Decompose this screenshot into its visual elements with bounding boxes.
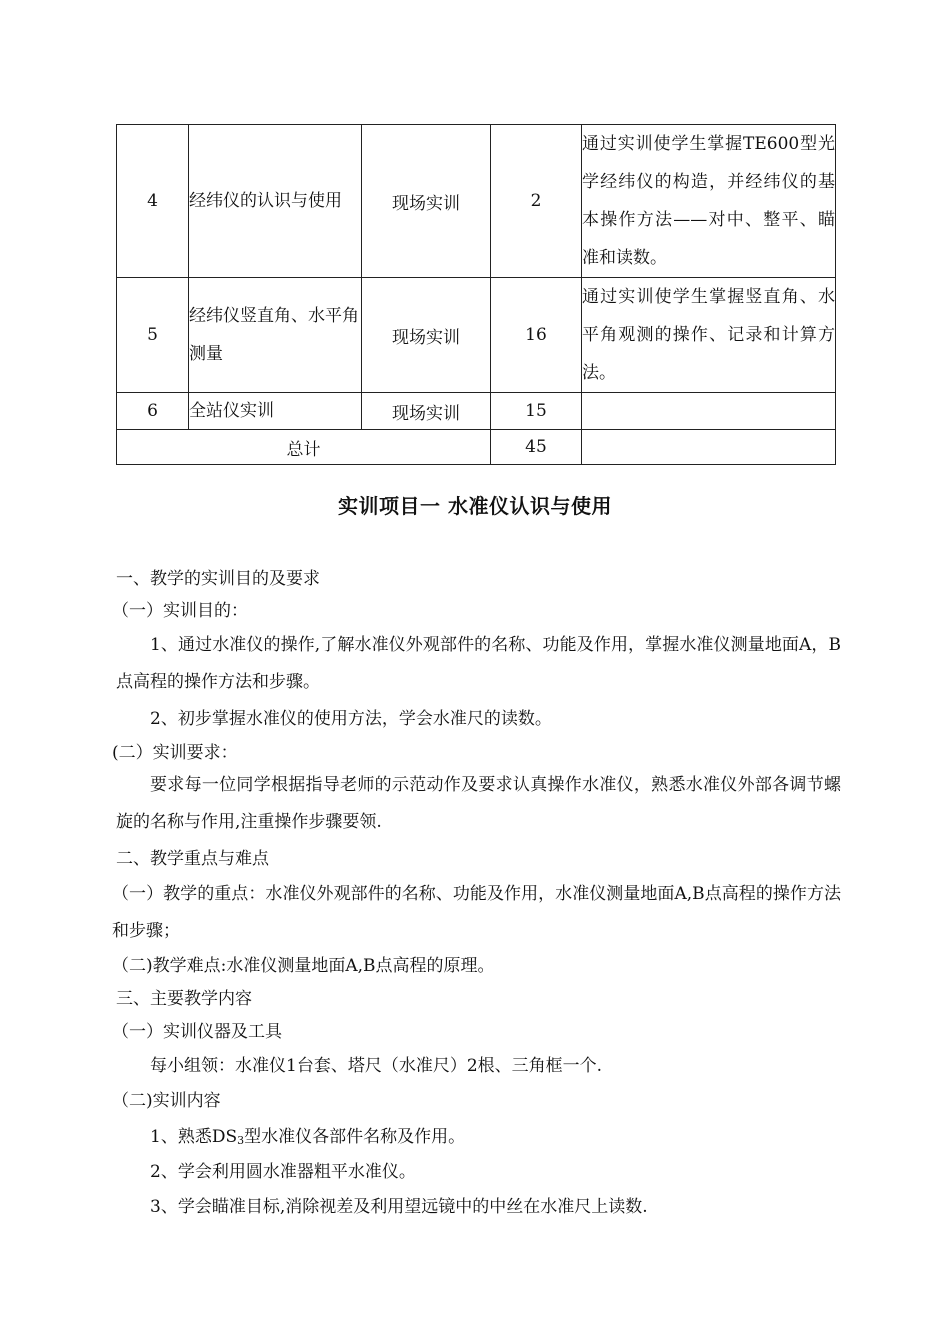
subheading-training-content: （二)实训内容 <box>112 1091 221 1111</box>
total-row <box>117 430 836 465</box>
requirements-paragraph: 要求每一位同学根据指导老师的示范动作及要求认真操作水准仪，熟悉水准仪外部各调节螺旋的名称与作用,注重操作步骤要领. <box>116 775 841 832</box>
section-heading-content: 三、主要教学内容 <box>116 989 252 1009</box>
training-goal: 通过实训使学生掌握TE600型光学经纬仪的构造，并经纬仪的基本操作方法——对中、整平、瞄准和读数。 <box>582 125 836 278</box>
project-title: 实训项目一 水准仪认识与使用 <box>338 494 612 518</box>
training-goal: 通过实训使学生掌握竖直角、水平角观测的操作、记录和计算方法。 <box>582 278 836 393</box>
table-row <box>117 125 836 278</box>
class-hours: 16 <box>491 278 582 393</box>
key-points-paragraph: （一）教学的重点：水准仪外观部件的名称、功能及作用，水准仪测量地面A,B点高程的操作方法和步骤； <box>112 884 841 941</box>
row-number: 4 <box>117 125 189 278</box>
class-hours: 2 <box>491 125 582 278</box>
purpose-item-1: 1、通过水准仪的操作,了解水准仪外观部件的名称、功能及作用，掌握水准仪测量地面A，B点高程的操作方法和步骤。 <box>116 635 841 692</box>
section-heading-objectives: 一、教学的实训目的及要求 <box>116 569 320 589</box>
total-label: 总计 <box>117 430 491 465</box>
item-name: 经纬仪的认识与使用 <box>189 125 362 278</box>
difficulty-paragraph: （二)教学难点:水准仪测量地面A,B点高程的原理。 <box>112 956 495 976</box>
content-item-1-text-end: 型水准仪各部件名称及作用。 <box>244 1127 466 1147</box>
item-name: 经纬仪竖直角、水平角测量 <box>189 278 362 393</box>
training-type: 现场实训 <box>362 125 491 278</box>
item-name: 全站仪实训 <box>189 393 362 430</box>
content-item-3: 3、学会瞄准目标,消除视差及利用望远镜中的中丝在水准尺上读数. <box>150 1197 648 1217</box>
total-hours: 45 <box>491 430 582 465</box>
content-item-1 <box>150 1126 465 1152</box>
row-number: 6 <box>117 393 189 430</box>
training-type: 现场实训 <box>362 278 491 393</box>
instruments-paragraph: 每小组领：水准仪1台套、塔尺（水准尺）2根、三角框一个. <box>150 1056 603 1076</box>
class-hours: 15 <box>491 393 582 430</box>
table-row <box>117 393 836 430</box>
training-type: 现场实训 <box>362 393 491 430</box>
subheading-training-requirements: (二）实训要求： <box>112 743 238 763</box>
section-heading-key-points: 二、教学重点与难点 <box>116 849 269 869</box>
content-item-1-text: 1、熟悉DS <box>150 1127 238 1147</box>
subheading-training-purpose: （一）实训目的： <box>112 601 248 621</box>
subheading-instruments: （一）实训仪器及工具 <box>112 1022 282 1042</box>
training-goal <box>582 393 836 430</box>
purpose-item-2: 2、初步掌握水准仪的使用方法，学会水准尺的读数。 <box>150 709 552 729</box>
total-empty-cell <box>582 430 836 465</box>
training-schedule-table <box>116 124 836 465</box>
table-row <box>117 278 836 393</box>
content-item-2: 2、学会利用圆水准器粗平水准仪。 <box>150 1162 416 1182</box>
row-number: 5 <box>117 278 189 393</box>
subscript-3: 3 <box>237 1134 245 1147</box>
